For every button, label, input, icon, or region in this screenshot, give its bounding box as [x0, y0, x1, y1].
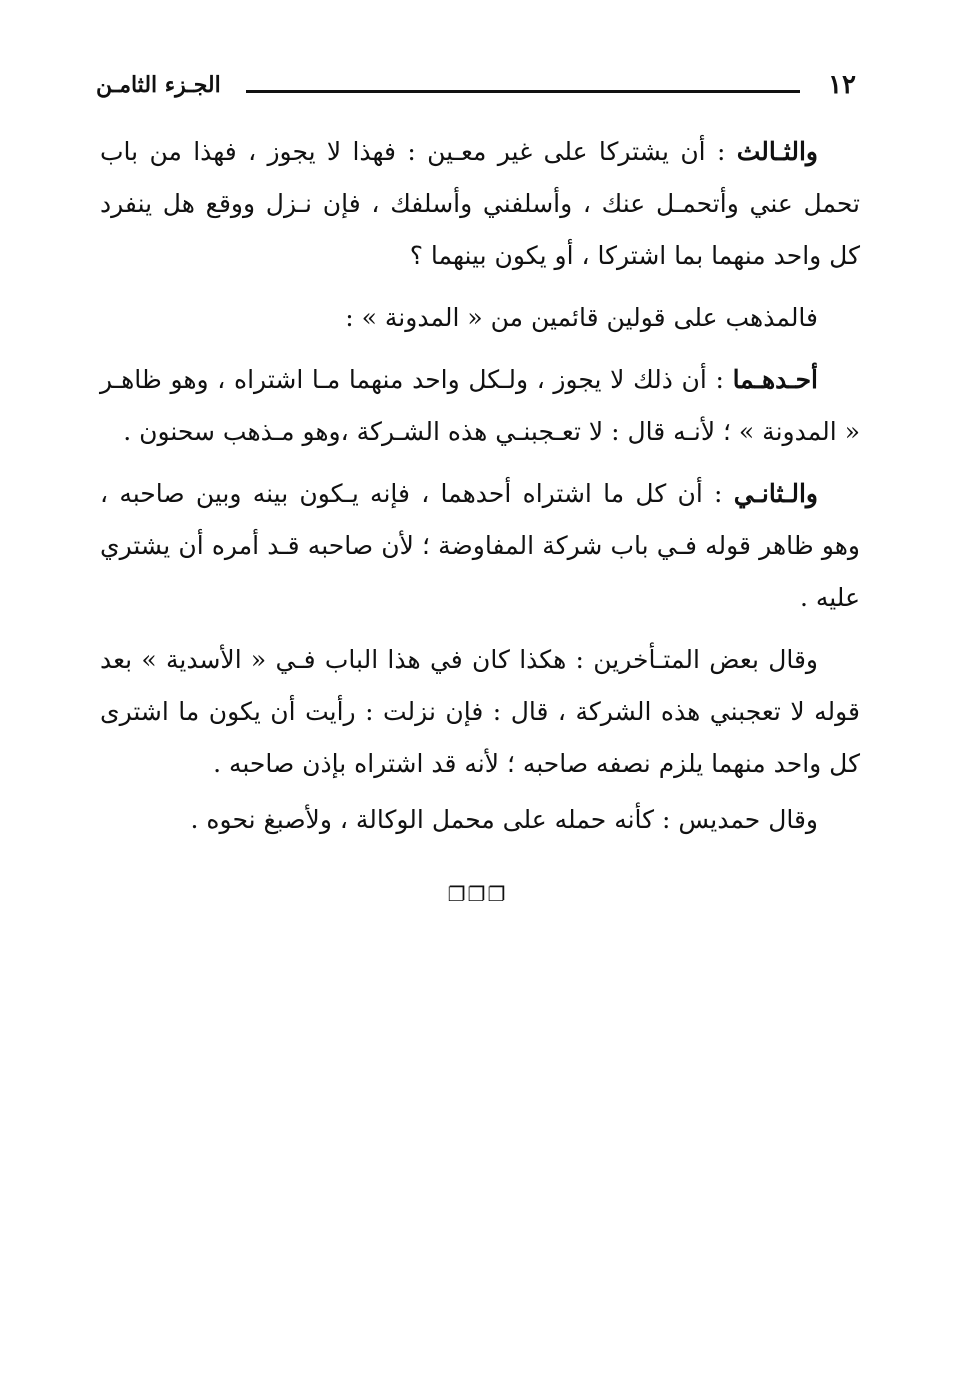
header-rule	[246, 90, 800, 93]
paragraph-text: فالمذهب على قولين قائمين من « المدونة » :	[345, 303, 818, 332]
paragraph-text: : أن كل ما اشتراه أحدهما ، فإنه يـكون بينه وبين صاحبه ، وهو ظاهر قوله فـي باب شركة المفاوضة ؛ لأن صاحبه قـد أمره أن يشتري عليه .	[100, 479, 860, 612]
paragraph-lead: والثـالث	[736, 137, 818, 166]
page-header	[96, 66, 856, 106]
paragraph-hamdis	[100, 794, 860, 846]
paragraph-text: وقال بعض المتـأخرين : هكذا كان في هذا الباب فـي « الأسدية » بعد قوله لا تعجبني هذه الشركة ، قال : فإن نزلت : رأيت أن يكون ما اشترى كل واحد منهما يلزم نصفه صاحبه ؛ لأنه قد اشتراه بإذن صاحبه .	[100, 645, 860, 778]
running-title: الجـزء الثامـن	[96, 72, 221, 98]
paragraph-text: : أن ذلك لا يجوز ، ولـكل واحد منهما مـا اشتراه ، وهو ظاهـر « المدونة » ؛ لأنـه قال : لا تعـجبنـي هذه الشـركة ،وهو مـذهب سحنون .	[100, 365, 860, 446]
page-number: ١٢	[828, 70, 856, 100]
paragraph-text: : أن يشتركا على غير معـين : فهذا لا يجوز ، فهذا من باب تحمل عني وأتحمـل عنك ، وأسلفني وأسلفك ، فإن نـزل ووقع هل ينفرد كل واحد منهما بما اشتركا ، أو يكون بينهما ؟	[100, 137, 860, 270]
section-end-mark: ❐❐❐	[447, 882, 508, 906]
body-text	[100, 126, 860, 856]
paragraph-second-opinion	[100, 468, 860, 624]
paragraph-text: وقال حمديس : كأنه حمله على محمل الوكالة ، ولأصبغ نحوه .	[190, 805, 818, 834]
paragraph-later-scholars	[100, 634, 860, 790]
paragraph-madhhab	[100, 292, 860, 344]
paragraph-lead: أحـدهـما	[732, 365, 818, 394]
paragraph-first-opinion	[100, 354, 860, 458]
paragraph-third	[100, 126, 860, 282]
paragraph-lead: والـثانـي	[733, 479, 818, 508]
